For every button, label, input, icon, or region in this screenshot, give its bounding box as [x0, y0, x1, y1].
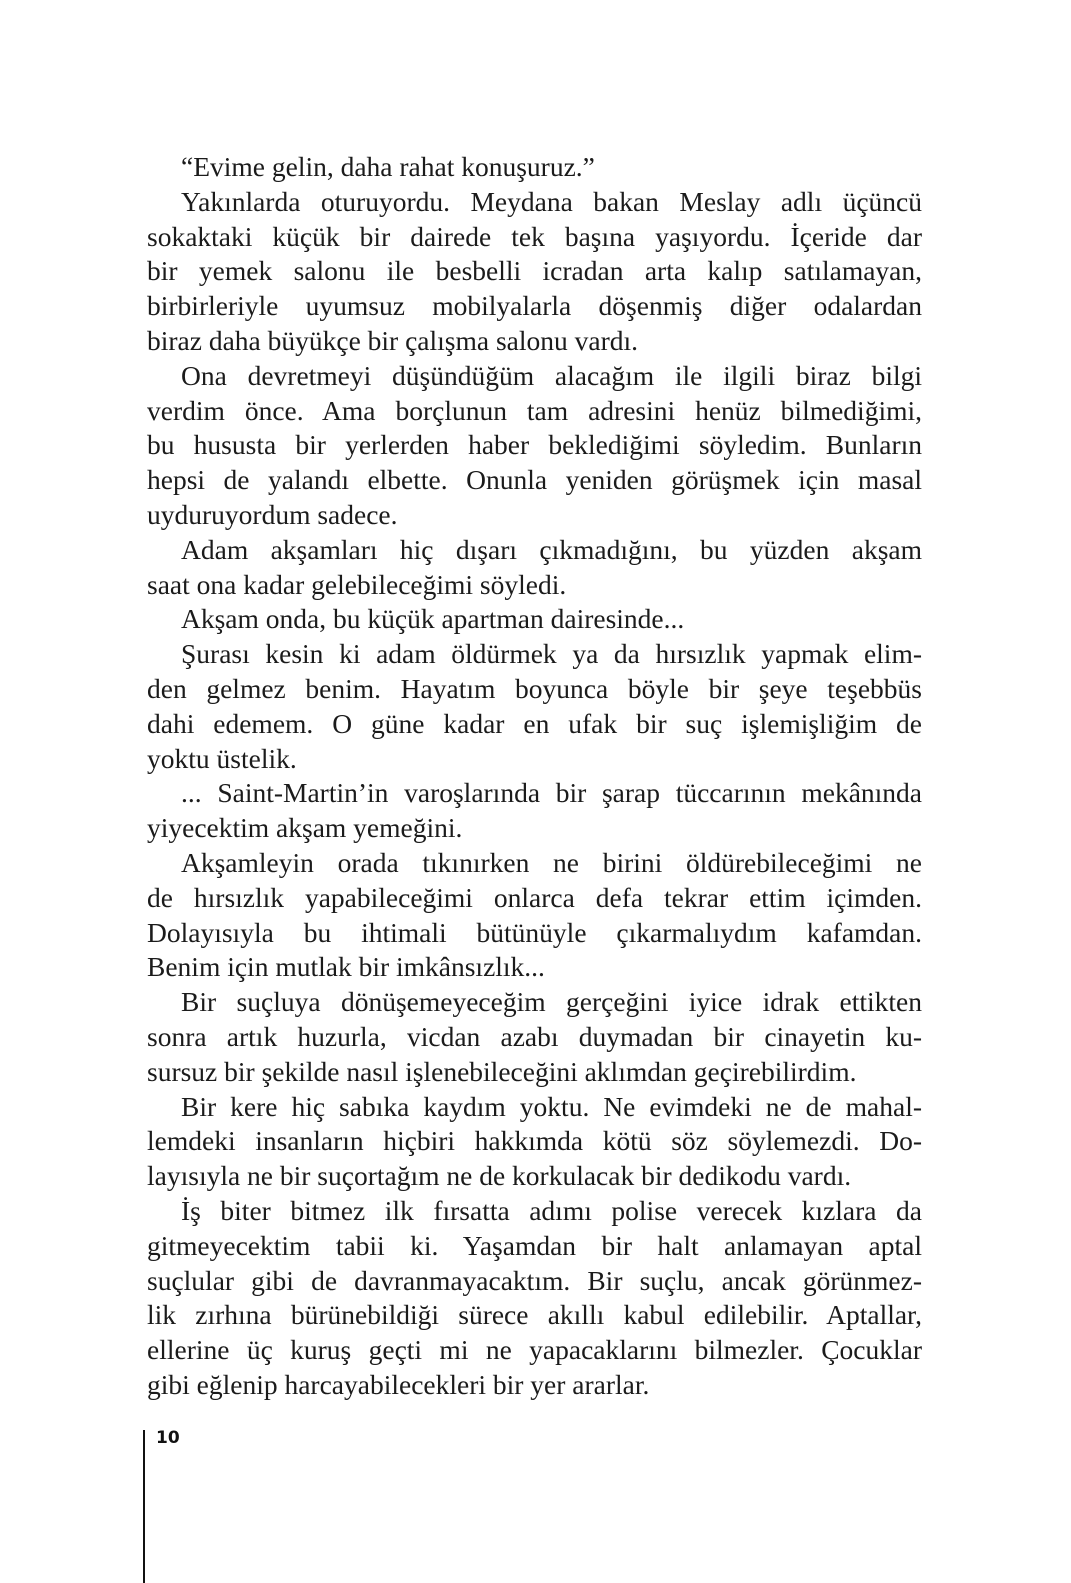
text-line: Benim için mutlak bir imkânsızlık...	[147, 951, 545, 983]
paragraph	[147, 776, 922, 846]
text-line: gibi eğlenip harcayabilecekleri bir yer ararlar.	[147, 1368, 650, 1400]
paragraph	[147, 1090, 922, 1194]
paragraph	[147, 150, 922, 185]
margin-rule	[143, 1430, 145, 1583]
text-line: de hırsızlık yapabileceğimi onlarca defa tekrar ettim içimden.	[147, 881, 922, 913]
paragraph	[147, 1194, 922, 1403]
text-line: yiyecektim akşam yemeğini.	[147, 812, 463, 844]
page-number: 10	[156, 1428, 180, 1448]
text-line: Bir suçluya dönüşemeyeceğim gerçeğini iyice idrak ettikten	[181, 986, 922, 1018]
text-line: sursuz bir şekilde nasıl işlenebileceğini aklımdan geçirebilirdim.	[147, 1055, 857, 1087]
text-line: Akşamleyin orada tıkınırken ne birini öldürebileceğimi ne	[181, 846, 922, 878]
text-line: verdim önce. Ama borçlunun tam adresini henüz bilmediğimi,	[147, 394, 922, 426]
text-line: biraz daha büyükçe bir çalışma salonu vardı.	[147, 324, 638, 356]
text-line: sonra artık huzurla, vicdan azabı duymadan bir cinayetin ku-	[147, 1020, 922, 1052]
text-line: gitmeyecektim tabii ki. Yaşamdan bir halt anlamayan aptal	[147, 1229, 922, 1261]
text-line: Ona devretmeyi düşündüğüm alacağım ile ilgili biraz bilgi	[181, 359, 922, 391]
text-line: dahi edemem. O güne kadar en ufak bir suç işlemişliğim de	[147, 707, 922, 739]
text-line: ellerine üç kuruş geçti mi ne yapacaklarını bilmezler. Çocuklar	[147, 1334, 922, 1366]
text-line: lik zırhına bürünebildiği sürece akıllı kabul edilebilir. Aptallar,	[147, 1299, 922, 1331]
body-text	[147, 150, 922, 1403]
paragraph	[147, 637, 922, 776]
text-line: yoktu üstelik.	[147, 742, 297, 774]
paragraph	[147, 185, 922, 359]
text-line: Yakınlarda oturuyordu. Meydana bakan Meslay adlı üçüncü	[181, 185, 922, 217]
paragraph	[147, 359, 922, 533]
text-line: Bir kere hiç sabıka kaydım yoktu. Ne evimdeki ne de mahal-	[181, 1090, 922, 1122]
text-line: bir yemek salonu ile besbelli icradan arta kalıp satılamayan,	[147, 255, 922, 287]
text-line: den gelmez benim. Hayatım boyunca böyle bir şeye teşebbüs	[147, 672, 922, 704]
text-line: Adam akşamları hiç dışarı çıkmadığını, bu yüzden akşam	[181, 533, 922, 565]
paragraph	[147, 846, 922, 985]
text-line: bu hususta bir yerlerden haber beklediğimi söyledim. Bunların	[147, 429, 922, 461]
text-line: lemdeki insanların hiçbiri hakkımda kötü söz söylemezdi. Do-	[147, 1125, 922, 1157]
paragraph	[147, 985, 922, 1089]
text-line: sokaktaki küçük bir dairede tek başına yaşıyordu. İçeride dar	[147, 220, 922, 252]
paragraph	[147, 533, 922, 603]
text-line: İş biter bitmez ilk fırsatta adımı polise verecek kızlara da	[181, 1194, 922, 1226]
text-line: hepsi de yalandı elbette. Onunla yeniden görüşmek için masal	[147, 464, 922, 496]
text-line: suçlular gibi de davranmayacaktım. Bir suçlu, ancak görünmez-	[147, 1264, 922, 1296]
text-line: uyduruyordum sadece.	[147, 498, 398, 530]
text-line: layısıyla ne bir suçortağım ne de korkulacak bir dedikodu vardı.	[147, 1160, 852, 1192]
text-line: Akşam onda, bu küçük apartman dairesinde...	[181, 603, 685, 635]
text-line: ... Saint-Martin’in varoşlarında bir şarap tüccarının mekânında	[181, 777, 922, 809]
text-line: Şurası kesin ki adam öldürmek ya da hırsızlık yapmak elim-	[181, 638, 922, 670]
paragraph	[147, 602, 922, 637]
text-line: “Evime gelin, daha rahat konuşuruz.”	[181, 151, 595, 182]
text-line: Dolayısıyla bu ihtimali bütünüyle çıkarmalıydım kafamdan.	[147, 916, 922, 948]
text-line: saat ona kadar gelebileceğimi söyledi.	[147, 568, 567, 600]
text-line: birbirleriyle uyumsuz mobilyalarla döşenmiş diğer odalardan	[147, 290, 922, 322]
